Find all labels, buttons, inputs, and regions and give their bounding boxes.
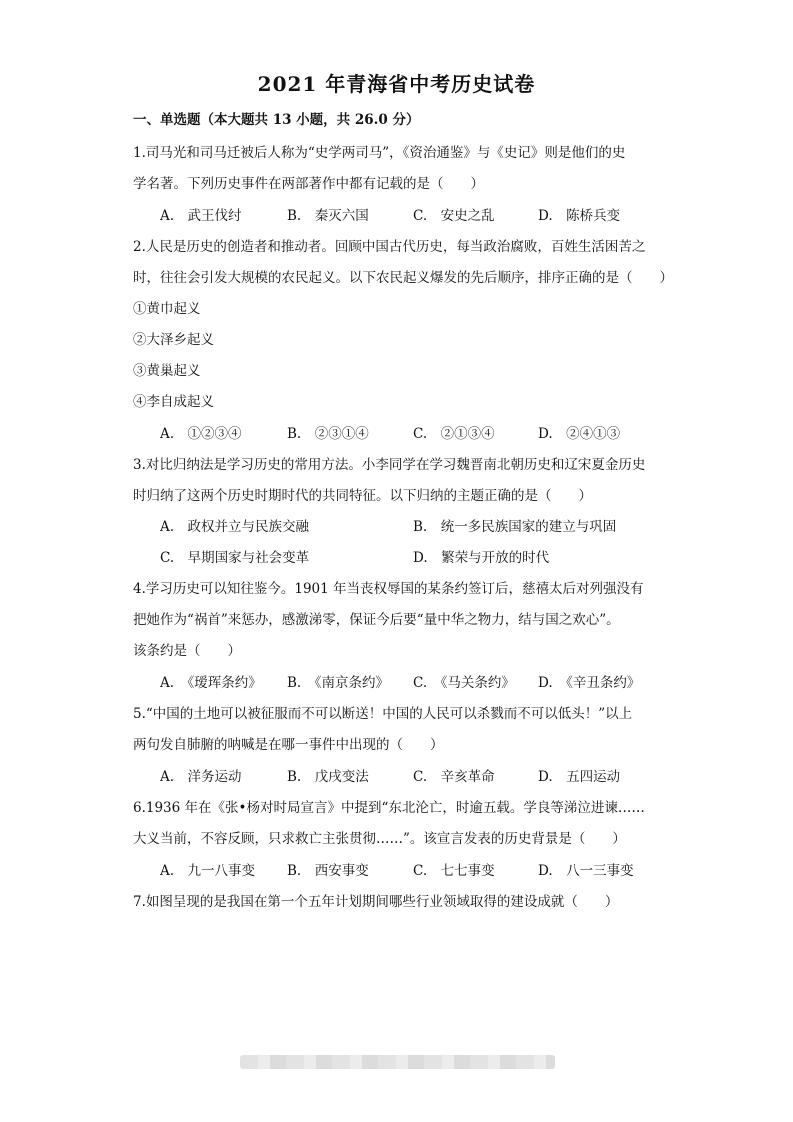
option-a[interactable]: A. ①②③④ xyxy=(160,426,242,442)
question-text: 大义当前，不容反顾，只求救亡主张贯彻……”。该宣言发表的历史背景是（ ） xyxy=(133,831,626,847)
blurred-watermark xyxy=(240,1055,555,1069)
question-text: 1.司马光和司马迁被后人称为“史学两司马”，《资治通鉴》与《史记》则是他们的史 xyxy=(133,145,626,161)
option-d[interactable]: D. 《辛丑条约》 xyxy=(538,675,641,691)
option-c[interactable]: C. 辛亥革命 xyxy=(413,769,495,785)
question-text: 2.人民是历史的创造者和推动者。回顾中国古代历史，每当政治腐败，百姓生活困苦之 xyxy=(133,239,646,255)
option-b[interactable]: B. 西安事变 xyxy=(287,863,369,879)
option-a[interactable]: A. 武王伐纣 xyxy=(160,208,242,224)
question-text: 时，往往会引发大规模的农民起义。以下农民起义爆发的先后顺序，排序正确的是（ ） xyxy=(133,270,673,286)
question-text: 7.如图呈现的是我国在第一个五年计划期间哪些行业领域取得的建设成就（ ） xyxy=(133,894,619,910)
question-text: 把她作为“祸首”来惩办，感激涕零，保证今后要“量中华之物力，结与国之欢心”。 xyxy=(133,612,620,628)
question-text: 该条约是（ ） xyxy=(133,643,241,659)
option-b[interactable]: B. 秦灭六国 xyxy=(287,208,369,224)
question-text: 6.1936 年在《张•杨对时局宣言》中提到“东北沦亡，时逾五载。学良等涕泣进谏…… xyxy=(133,800,645,816)
option-c[interactable]: C. 七七事变 xyxy=(413,863,495,879)
option-a[interactable]: A. 政权并立与民族交融 xyxy=(160,519,310,535)
option-d[interactable]: D. 繁荣与开放的时代 xyxy=(413,550,550,566)
question-text: 时归纳了这两个历史时期时代的共同特征。以下归纳的主题正确的是（ ） xyxy=(133,488,592,504)
question-item: ①黄巾起义 xyxy=(133,301,201,317)
option-d[interactable]: D. 五四运动 xyxy=(538,769,621,785)
option-d[interactable]: D. 陈桥兵变 xyxy=(538,208,621,224)
question-text: 4.学习历史可以知往鉴今。1901 年当丧权辱国的某条约签订后，慈禧太后对列强没有 xyxy=(133,581,644,597)
question-text: 3.对比归纳法是学习历史的常用方法。小李同学在学习魏晋南北朝历史和辽宋夏金历史 xyxy=(133,457,646,473)
option-d[interactable]: D. 八一三事变 xyxy=(538,863,634,879)
question-item: ②大泽乡起义 xyxy=(133,332,214,348)
option-c[interactable]: C. 《马关条约》 xyxy=(413,675,515,691)
option-a[interactable]: A. 洋务运动 xyxy=(160,769,242,785)
option-d[interactable]: D. ②④①③ xyxy=(538,426,621,442)
option-b[interactable]: B. 戊戌变法 xyxy=(287,769,369,785)
option-c[interactable]: C. ②①③④ xyxy=(413,426,495,442)
option-b[interactable]: B. ②③①④ xyxy=(287,426,369,442)
question-item: ④李自成起义 xyxy=(133,394,214,410)
option-a[interactable]: A. 九一八事变 xyxy=(160,863,256,879)
section-heading: 一、单选题（本大题共 13 小题，共 26.0 分） xyxy=(133,112,420,128)
question-text: 学名著。下列历史事件在两部著作中都有记载的是（ ） xyxy=(133,176,484,192)
option-c[interactable]: C. 安史之乱 xyxy=(413,208,495,224)
option-b[interactable]: B. 统一多民族国家的建立与巩固 xyxy=(413,519,617,535)
question-text: 两句发自肺腑的呐喊是在哪一事件中出现的（ ） xyxy=(133,737,444,753)
question-text: 5.“中国的土地可以被征服而不可以断送！中国的人民可以杀戮而不可以低头！”以上 xyxy=(133,706,633,722)
option-a[interactable]: A. 《瑷珲条约》 xyxy=(160,675,262,691)
page-title: 2021 年青海省中考历史试卷 xyxy=(257,72,536,96)
question-item: ③黄巢起义 xyxy=(133,363,201,379)
option-b[interactable]: B. 《南京条约》 xyxy=(287,675,389,691)
option-c[interactable]: C. 早期国家与社会变革 xyxy=(160,550,310,566)
